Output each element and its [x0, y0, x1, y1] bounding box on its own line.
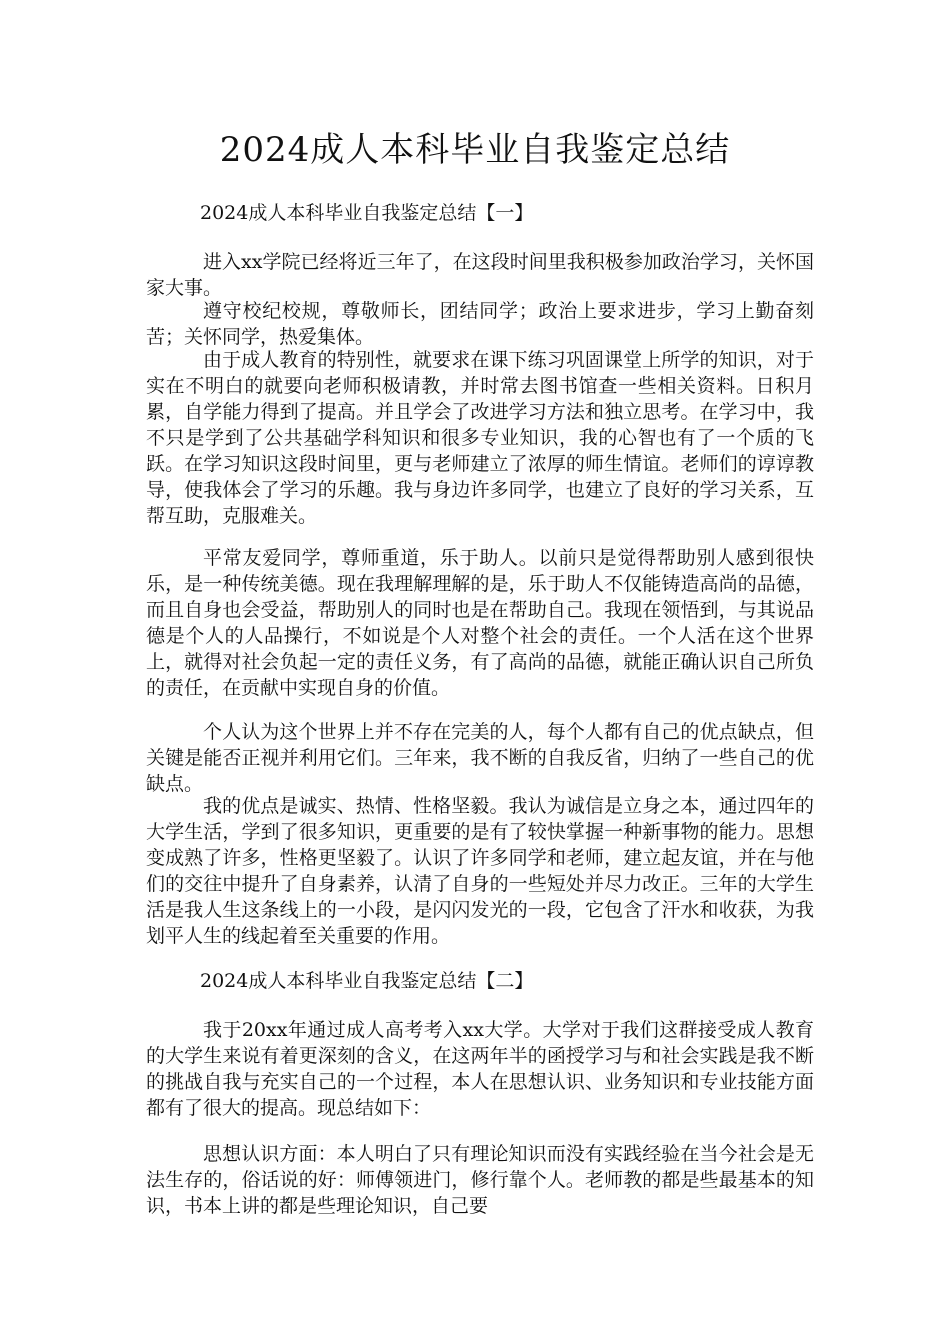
document-title: 2024成人本科毕业自我鉴定总结: [219, 130, 731, 170]
section-heading-2: 2024成人本科毕业自我鉴定总结【二】: [200, 970, 534, 992]
paragraph: 进入xx学院已经将近三年了，在这段时间里我积极参加政治学习，关怀国家大事。: [146, 251, 814, 299]
paragraph: 我于20xx年通过成人高考考入xx大学。大学对于我们这群接受成人教育的大学生来说有着更深刻的含义，在这两年半的函授学习与和社会实践是我不断的挑战自我与充实自己的一个过程，本人在思想认识、业务知识和专业技能方面都有了很大的提高。现总结如下：: [146, 1019, 814, 1119]
paragraph: 思想认识方面：本人明白了只有理论知识而没有实践经验在当今社会是无法生存的，俗话说的好：师傅领进门，修行靠个人。老师教的都是些最基本的知识，书本上讲的都是些理论知识，自己要: [146, 1143, 814, 1217]
paragraph: 遵守校纪校规，尊敬师长，团结同学；政治上要求进步，学习上勤奋刻苦；关怀同学，热爱集体。: [146, 300, 814, 348]
section-heading-1: 2024成人本科毕业自我鉴定总结【一】: [200, 202, 534, 224]
paragraph: 我的优点是诚实、热情、性格坚毅。我认为诚信是立身之本，通过四年的大学生活，学到了很多知识，更重要的是有了较快掌握一种新事物的能力。思想变成熟了许多，性格更坚毅了。认识了许多同学和老师，建立起友谊，并在与他们的交往中提升了自身素养，认清了自身的一些短处并尽力改正。三年的大学生活是我人生这条线上的一小段，是闪闪发光的一段，它包含了汗水和收获，为我划平人生的线起着至关重要的作用。: [146, 795, 814, 947]
paragraph: 个人认为这个世界上并不存在完美的人，每个人都有自己的优点缺点，但关键是能否正视并利用它们。三年来，我不断的自我反省，归纳了一些自己的优缺点。: [146, 721, 814, 795]
paragraph: 平常友爱同学，尊师重道，乐于助人。以前只是觉得帮助别人感到很快乐，是一种传统美德。现在我理解理解的是，乐于助人不仅能铸造高尚的品德，而且自身也会受益，帮助别人的同时也是在帮助自己。我现在领悟到，与其说品德是个人的人品操行，不如说是个人对整个社会的责任。一个人活在这个世界上，就得对社会负起一定的责任义务，有了高尚的品德，就能正确认识自己所负的责任，在贡献中实现自身的价值。: [146, 547, 814, 699]
paragraph: 由于成人教育的特别性，就要求在课下练习巩固课堂上所学的知识，对于实在不明白的就要向老师积极请教，并时常去图书馆查一些相关资料。日积月累，自学能力得到了提高。并且学会了改进学习方法和独立思考。在学习中，我不只是学到了公共基础学科知识和很多专业知识，我的心智也有了一个质的飞跃。在学习知识这段时间里，更与老师建立了浓厚的师生情谊。老师们的谆谆教导，使我体会了学习的乐趣。我与身边许多同学，也建立了良好的学习关系，互帮互助，克服难关。: [146, 349, 814, 527]
